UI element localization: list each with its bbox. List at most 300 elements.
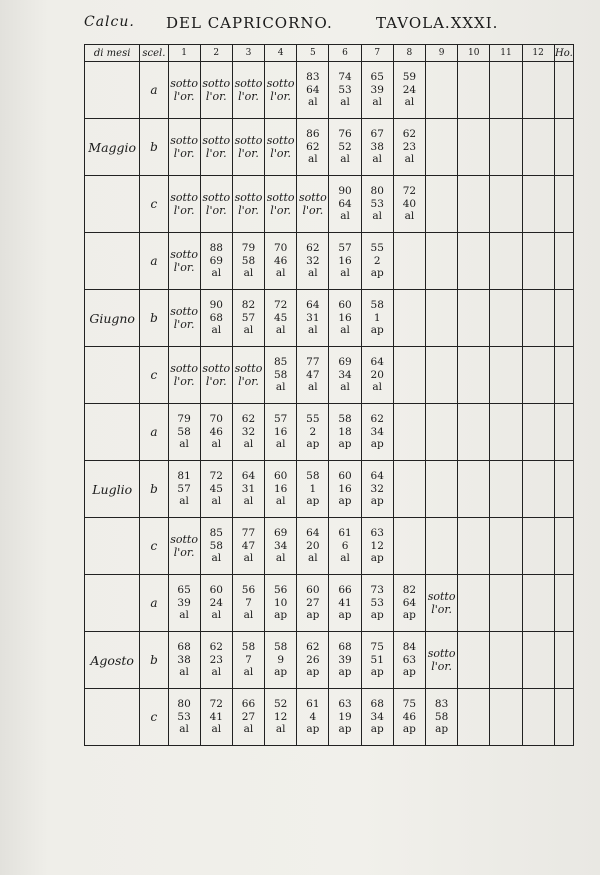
table-cell	[329, 119, 361, 176]
table-cell	[297, 689, 329, 746]
cell-value: 62	[306, 641, 320, 654]
cell-value: 75	[370, 641, 384, 654]
cell-value: 52	[273, 698, 288, 711]
table-cell	[458, 461, 490, 518]
table-cell	[329, 176, 361, 233]
cell-value: al	[243, 552, 254, 565]
table-cell	[168, 689, 200, 746]
cell-value: l'or.	[270, 90, 292, 103]
table-cell	[168, 176, 200, 233]
cell-value: al	[275, 723, 286, 736]
table-cell	[297, 233, 329, 290]
section-label: a	[140, 62, 168, 119]
cell-value: 46	[402, 710, 417, 723]
month-label	[85, 689, 140, 746]
cell-value: al	[275, 324, 286, 337]
table-cell	[329, 404, 361, 461]
table-cell	[232, 518, 264, 575]
cell-value: al	[179, 495, 189, 508]
cell-value: 16	[273, 482, 288, 495]
table-cell	[554, 290, 573, 347]
cell-value: 66	[338, 584, 352, 597]
table-cell	[393, 518, 425, 575]
table-cell	[297, 290, 329, 347]
table-cell	[393, 461, 425, 518]
cell-value: 73	[370, 584, 384, 597]
cell-value: ap	[402, 609, 416, 622]
cell-value: ap	[370, 723, 384, 736]
cell-value: 19	[338, 710, 352, 723]
table-cell	[232, 689, 264, 746]
cell-value: 24	[209, 596, 223, 609]
cell-value: l'or.	[173, 147, 195, 160]
cell-value: al	[243, 723, 254, 736]
table-cell	[426, 119, 458, 176]
cell-value: l'or.	[205, 204, 227, 217]
cell-value: ap	[370, 552, 384, 565]
cell-value: 70	[273, 242, 288, 255]
cell-value: 58	[241, 254, 256, 267]
cell-value: 58	[338, 413, 352, 426]
table-cell	[522, 575, 554, 632]
cell-value: 61	[338, 527, 352, 540]
cell-value: 64	[370, 356, 384, 369]
cell-value: 83	[306, 71, 320, 84]
table-cell	[426, 689, 458, 746]
table-cell	[393, 290, 425, 347]
section-label: b	[140, 461, 168, 518]
month-label	[85, 233, 140, 290]
cell-value: al	[340, 96, 350, 109]
table-cell	[168, 119, 200, 176]
cell-value: al	[404, 153, 415, 166]
cell-value: ap	[370, 609, 384, 622]
table-cell	[361, 461, 393, 518]
cell-value: 38	[177, 653, 191, 666]
cell-value: 62	[306, 140, 320, 153]
cell-value: al	[308, 324, 318, 337]
table-cell	[200, 290, 232, 347]
cell-value: sotto	[170, 532, 198, 546]
table-cell	[329, 233, 361, 290]
table-cell	[458, 233, 490, 290]
table-cell	[393, 347, 425, 404]
cell-value: al	[340, 381, 350, 394]
cell-value: 66	[241, 698, 256, 711]
table-cell	[297, 347, 329, 404]
cell-value: sotto	[170, 361, 198, 375]
column-header-hour: 3	[232, 45, 264, 62]
table-cell	[426, 632, 458, 689]
table-cell	[361, 575, 393, 632]
cell-value: sotto	[266, 133, 295, 147]
cell-value: 62	[241, 413, 256, 426]
cell-value: 64	[306, 527, 320, 540]
cell-value: l'or.	[302, 204, 324, 217]
cell-value: l'or.	[173, 318, 195, 331]
cell-value: al	[211, 495, 222, 508]
cell-value: 31	[241, 482, 256, 495]
table-cell	[458, 518, 490, 575]
cell-value: sotto	[234, 76, 263, 90]
cell-value: al	[211, 438, 222, 451]
cell-value: ap	[402, 723, 416, 736]
cell-value: 47	[306, 368, 320, 381]
table-row	[85, 176, 574, 233]
table-cell	[168, 632, 200, 689]
cell-value: 53	[370, 596, 384, 609]
cell-value: sotto	[266, 76, 295, 90]
cell-value: sotto	[170, 304, 198, 318]
cell-value: 82	[241, 299, 256, 312]
cell-value: al	[243, 609, 254, 622]
cell-value: 64	[338, 197, 352, 210]
cell-value: 23	[402, 140, 417, 153]
cell-value: 72	[273, 299, 288, 312]
cell-value: al	[372, 96, 383, 109]
column-header-hour: 7	[361, 45, 393, 62]
cell-value: 59	[402, 71, 417, 84]
table-row	[85, 461, 574, 518]
cell-value: l'or.	[173, 546, 195, 559]
cell-value: sotto	[170, 190, 198, 204]
cell-value: 18	[338, 425, 352, 438]
cell-value: al	[404, 96, 415, 109]
header-title: DEL CAPRICORNO.	[166, 14, 333, 32]
section-label: c	[140, 347, 168, 404]
table-cell	[232, 632, 264, 689]
column-header-hour: 1	[168, 45, 200, 62]
table-cell	[490, 518, 522, 575]
cell-value: 88	[209, 242, 223, 255]
cell-value: al	[372, 153, 383, 166]
cell-value: sotto	[170, 76, 198, 90]
month-label	[85, 62, 140, 119]
cell-value: 85	[273, 356, 288, 369]
section-label: c	[140, 176, 168, 233]
table-cell	[232, 176, 264, 233]
cell-value: 58	[434, 710, 449, 723]
cell-value: al	[243, 324, 254, 337]
section-label: b	[140, 119, 168, 176]
table-row	[85, 62, 574, 119]
cell-value: 4	[309, 710, 317, 723]
table-cell	[200, 404, 232, 461]
cell-value: 70	[209, 413, 223, 426]
cell-value: 69	[273, 527, 288, 540]
table-cell	[426, 347, 458, 404]
cell-value: al	[275, 438, 286, 451]
table-cell	[458, 176, 490, 233]
table-cell	[426, 62, 458, 119]
cell-value: 57	[241, 311, 256, 324]
table-cell	[426, 575, 458, 632]
table-cell	[200, 119, 232, 176]
cell-value: 69	[209, 254, 223, 267]
cell-value: ap	[402, 666, 416, 679]
table-cell	[554, 404, 573, 461]
table-cell	[554, 176, 573, 233]
cell-value: 68	[338, 641, 352, 654]
cell-value: l'or.	[205, 147, 227, 160]
table-cell	[490, 575, 522, 632]
cell-value: sotto	[266, 190, 295, 204]
cell-value: sotto	[202, 190, 231, 204]
table-cell	[265, 119, 297, 176]
cell-value: ap	[338, 723, 352, 736]
cell-value: 41	[209, 710, 223, 723]
table-cell	[297, 404, 329, 461]
cell-value: 86	[306, 128, 320, 141]
cell-value: sotto	[170, 133, 198, 147]
table-cell	[393, 575, 425, 632]
cell-value: l'or.	[173, 261, 195, 274]
table-cell	[554, 233, 573, 290]
table-cell	[265, 290, 297, 347]
table-cell	[393, 404, 425, 461]
table-cell	[297, 461, 329, 518]
section-label: b	[140, 632, 168, 689]
cell-value: 65	[177, 584, 191, 597]
cell-value: 26	[306, 653, 320, 666]
table-cell	[458, 575, 490, 632]
cell-value: 46	[209, 425, 223, 438]
cell-value: 67	[370, 128, 384, 141]
cell-value: al	[211, 723, 222, 736]
cell-value: 27	[306, 596, 320, 609]
table-cell	[200, 632, 232, 689]
cell-value: 31	[306, 311, 320, 324]
table-cell	[361, 404, 393, 461]
table-cell	[522, 461, 554, 518]
column-header-hour: 5	[297, 45, 329, 62]
table-cell	[458, 689, 490, 746]
table-cell	[200, 347, 232, 404]
cell-value: 68	[209, 311, 223, 324]
cell-value: ap	[370, 438, 384, 451]
table-cell	[393, 176, 425, 233]
table-row	[85, 689, 574, 746]
column-header-hour: 11	[490, 45, 522, 62]
cell-value: 60	[209, 584, 223, 597]
cell-value: ap	[338, 438, 352, 451]
cell-value: l'or.	[238, 147, 259, 160]
cell-value: ap	[274, 666, 288, 679]
cell-value: al	[211, 609, 222, 622]
table-cell	[200, 233, 232, 290]
table-cell	[361, 233, 393, 290]
table-cell	[554, 689, 573, 746]
cell-value: 55	[306, 413, 320, 426]
cell-value: 16	[338, 311, 352, 324]
cell-value: sotto	[234, 133, 263, 147]
table-cell	[200, 689, 232, 746]
table-cell	[265, 461, 297, 518]
cell-value: l'or.	[238, 90, 259, 103]
cell-value: 53	[177, 710, 191, 723]
cell-value: 56	[273, 584, 288, 597]
table-row	[85, 404, 574, 461]
cell-value: 38	[370, 140, 384, 153]
cell-value: 12	[370, 539, 384, 552]
cell-value: 64	[306, 299, 320, 312]
table-cell	[329, 347, 361, 404]
table-cell	[168, 575, 200, 632]
table-cell	[490, 290, 522, 347]
cell-value: 82	[402, 584, 417, 597]
cell-value: ap	[306, 438, 320, 451]
table-cell	[361, 62, 393, 119]
header-left: Calcu.	[84, 14, 135, 30]
table-row	[85, 347, 574, 404]
table-cell	[490, 632, 522, 689]
cell-value: al	[211, 552, 222, 565]
cell-value: al	[340, 552, 350, 565]
cell-value: 83	[434, 698, 449, 711]
table-cell	[361, 176, 393, 233]
table-cell	[329, 290, 361, 347]
cell-value: sotto	[202, 76, 231, 90]
cell-value: 84	[402, 641, 417, 654]
table-row	[85, 632, 574, 689]
table-cell	[361, 632, 393, 689]
cell-value: 72	[209, 470, 223, 483]
cell-value: ap	[338, 495, 352, 508]
cell-value: 77	[306, 356, 320, 369]
column-header-hour: 4	[265, 45, 297, 62]
cell-value: 7	[245, 653, 252, 666]
cell-value: al	[372, 381, 383, 394]
cell-value: 64	[370, 470, 384, 483]
cell-value: 65	[370, 71, 384, 84]
cell-value: 16	[338, 482, 352, 495]
table-cell	[458, 632, 490, 689]
column-header-section: scel.	[140, 45, 168, 62]
table-cell	[361, 347, 393, 404]
cell-value: 45	[209, 482, 223, 495]
cell-value: 58	[273, 368, 288, 381]
cell-value: 56	[241, 584, 256, 597]
cell-value: 60	[338, 470, 352, 483]
table-cell	[458, 404, 490, 461]
cell-value: 53	[338, 83, 352, 96]
cell-value: 61	[306, 698, 320, 711]
cell-value: l'or.	[431, 660, 452, 673]
cell-value: 1	[309, 482, 317, 495]
table-cell	[490, 233, 522, 290]
cell-value: ap	[370, 267, 384, 280]
table-cell	[522, 62, 554, 119]
table-row	[85, 119, 574, 176]
cell-value: sotto	[234, 190, 263, 204]
cell-value: 16	[338, 254, 352, 267]
cell-value: 12	[273, 710, 288, 723]
table-cell	[168, 404, 200, 461]
cell-value: 16	[273, 425, 288, 438]
month-label	[85, 575, 140, 632]
cell-value: 6	[341, 539, 349, 552]
cell-value: 63	[370, 527, 384, 540]
cell-value: 80	[370, 185, 384, 198]
cell-value: 55	[370, 242, 384, 255]
table-cell	[168, 290, 200, 347]
cell-value: 27	[241, 710, 256, 723]
cell-value: l'or.	[173, 204, 195, 217]
table-cell	[426, 233, 458, 290]
cell-value: 20	[306, 539, 320, 552]
table-row	[85, 518, 574, 575]
table-cell	[265, 176, 297, 233]
cell-value: ap	[370, 495, 384, 508]
column-header-hour: 8	[393, 45, 425, 62]
cell-value: 23	[209, 653, 223, 666]
cell-value: 53	[370, 197, 384, 210]
section-label: a	[140, 233, 168, 290]
cell-value: 34	[273, 539, 288, 552]
table-cell	[297, 62, 329, 119]
table-cell	[522, 347, 554, 404]
cell-value: 77	[241, 527, 256, 540]
cell-value: sotto	[170, 247, 198, 261]
cell-value: 63	[402, 653, 417, 666]
cell-value: 75	[402, 698, 417, 711]
cell-value: 64	[306, 83, 320, 96]
cell-value: 45	[273, 311, 288, 324]
cell-value: 9	[277, 653, 284, 666]
cell-value: 60	[306, 584, 320, 597]
table-cell	[265, 233, 297, 290]
cell-value: al	[179, 438, 189, 451]
table-cell	[522, 518, 554, 575]
cell-value: l'or.	[173, 375, 195, 388]
cell-value: al	[179, 723, 189, 736]
cell-value: al	[243, 438, 254, 451]
cell-value: 57	[338, 242, 352, 255]
section-label: b	[140, 290, 168, 347]
cell-value: al	[308, 552, 318, 565]
cell-value: l'or.	[238, 375, 259, 388]
month-label	[85, 176, 140, 233]
table-cell	[490, 119, 522, 176]
cell-value: 24	[402, 83, 417, 96]
column-header-month: di mesi	[85, 45, 140, 62]
cell-value: ap	[370, 666, 384, 679]
cell-value: 72	[209, 698, 223, 711]
table-cell	[554, 62, 573, 119]
cell-value: al	[275, 381, 286, 394]
cell-value: al	[179, 666, 189, 679]
cell-value: 47	[241, 539, 256, 552]
cell-value: 85	[209, 527, 223, 540]
table-cell	[458, 62, 490, 119]
cell-value: 57	[273, 413, 288, 426]
table-cell	[329, 62, 361, 119]
table-cell	[297, 119, 329, 176]
cell-value: 79	[177, 413, 191, 426]
table-cell	[426, 404, 458, 461]
table-cell	[297, 518, 329, 575]
table-cell	[297, 176, 329, 233]
month-label	[85, 404, 140, 461]
cell-value: 20	[370, 368, 384, 381]
table-cell	[554, 632, 573, 689]
cell-value: l'or.	[270, 204, 292, 217]
table-cell	[490, 347, 522, 404]
table-cell	[554, 518, 573, 575]
cell-value: sotto	[427, 589, 456, 603]
cell-value: al	[211, 666, 222, 679]
cell-value: ap	[338, 609, 352, 622]
